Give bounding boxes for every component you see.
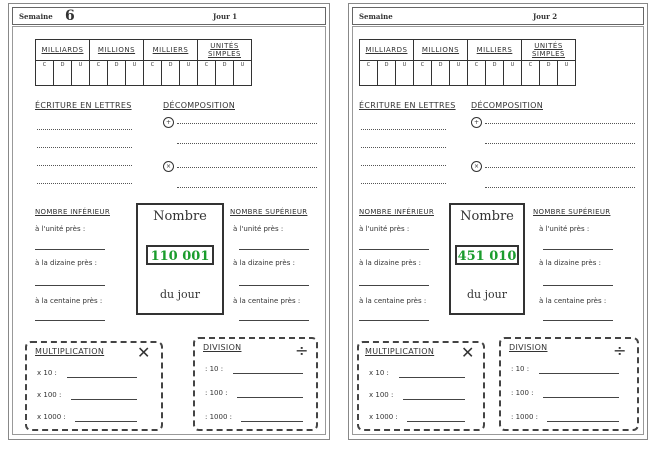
semaine-label: Semaine [19,12,53,21]
sup-unite-answer[interactable] [239,249,309,250]
sheet-body [12,26,326,435]
nombre-title: Nombre [460,209,514,224]
day-label: Jour 1 [213,12,238,21]
col-c[interactable]: C [144,61,162,86]
decomposition-line[interactable] [485,123,635,124]
ecriture-line[interactable] [361,165,446,166]
sup-dizaine-answer[interactable] [239,285,309,286]
x100-label: x 100 : [37,391,62,399]
sup-dizaine-label: à la dizaine près : [233,259,295,267]
class-milliards: MILLIARDS [36,40,90,61]
d1000-label: : 1000 : [205,413,232,421]
multiply-icon: ✕ [461,343,475,362]
x100-answer[interactable] [403,399,465,400]
superieur-heading: NOMBRE SUPÉRIEUR [533,208,611,216]
col-d[interactable]: D [108,61,126,86]
times-circle-icon: × [163,161,174,172]
class-milliers: MILLIERS [144,40,198,61]
decomposition-heading: DÉCOMPOSITION [163,101,235,110]
superieur-heading: NOMBRE SUPÉRIEUR [230,208,308,216]
col-d[interactable]: D [540,61,558,86]
divide-icon: ÷ [613,341,627,360]
col-c[interactable]: C [198,61,216,86]
col-c[interactable]: C [414,61,432,86]
inf-dizaine-label: à la dizaine près : [359,259,421,267]
division-heading: DIVISION [203,343,242,352]
sup-unite-answer[interactable] [543,249,613,250]
sup-unite-label: à l'unité près : [233,225,284,233]
sup-centaine-answer[interactable] [543,320,613,321]
decomposition-line[interactable] [485,187,635,188]
nombre-du-jour-box [449,203,525,315]
division-box [499,337,639,431]
semaine-number: 6 [65,8,75,24]
worksheet-day-1 [8,3,330,440]
division-heading: DIVISION [509,343,548,352]
nombre-du-jour-box [136,203,224,315]
col-d[interactable]: D [486,61,504,86]
col-c[interactable]: C [90,61,108,86]
x1000-label: x 1000 : [369,413,398,421]
inf-centaine-answer[interactable] [359,320,429,321]
sheet-body [352,26,644,435]
class-milliards: MILLIARDS [360,40,414,61]
inf-dizaine-answer[interactable] [35,285,105,286]
col-u[interactable]: U [234,61,252,86]
sup-centaine-label: à la centaine près : [233,297,301,305]
inf-dizaine-label: à la dizaine près : [35,259,97,267]
x10-label: x 10 : [369,369,389,377]
class-unites: UNITÉS SIMPLES [198,40,252,61]
col-c[interactable]: C [522,61,540,86]
class-millions: MILLIONS [90,40,144,61]
ecriture-line[interactable] [361,129,446,130]
col-u[interactable]: U [504,61,522,86]
d100-answer[interactable] [237,397,303,398]
ecriture-heading: ÉCRITURE EN LETTRES [359,101,456,110]
x10-answer[interactable] [399,377,465,378]
sup-centaine-label: à la centaine près : [539,297,607,305]
x1000-answer[interactable] [75,421,137,422]
ecriture-line[interactable] [37,165,132,166]
place-value-table [35,39,252,86]
inf-centaine-label: à la centaine près : [359,297,427,305]
multiplication-heading: MULTIPLICATION [35,347,105,356]
col-u[interactable]: U [180,61,198,86]
day-label: Jour 2 [533,12,558,21]
sup-centaine-answer[interactable] [239,320,309,321]
ecriture-line[interactable] [361,147,446,148]
plus-circle-icon: + [471,117,482,128]
number-of-day[interactable]: 110 001 [146,245,214,265]
x10-label: x 10 : [37,369,57,377]
nombre-title: Nombre [153,209,207,224]
x10-answer[interactable] [67,377,137,378]
d1000-answer[interactable] [241,421,303,422]
d10-label: : 10 : [205,365,224,373]
decomposition-line[interactable] [485,143,635,144]
ecriture-heading: ÉCRITURE EN LETTRES [35,101,132,110]
col-u[interactable]: U [72,61,90,86]
col-d[interactable]: D [432,61,450,86]
col-d[interactable]: D [162,61,180,86]
decomposition-line[interactable] [485,167,635,168]
col-d[interactable]: D [54,61,72,86]
col-d[interactable]: D [216,61,234,86]
inf-unite-answer[interactable] [359,249,429,250]
decomposition-line[interactable] [177,123,317,124]
col-u[interactable]: U [558,61,576,86]
d100-label: : 100 : [205,389,228,397]
col-u[interactable]: U [396,61,414,86]
d100-label: : 100 : [511,389,534,397]
d10-label: : 10 : [511,365,530,373]
class-millions: MILLIONS [414,40,468,61]
decomposition-heading: DÉCOMPOSITION [471,101,543,110]
x100-label: x 100 : [369,391,394,399]
x1000-label: x 1000 : [37,413,66,421]
decomposition-line[interactable] [177,187,317,188]
ecriture-line[interactable] [37,129,132,130]
d10-answer[interactable] [539,373,619,374]
decomposition-line[interactable] [177,143,317,144]
col-d[interactable]: D [378,61,396,86]
ecriture-line[interactable] [37,183,132,184]
inf-dizaine-answer[interactable] [359,285,429,286]
sup-dizaine-answer[interactable] [543,285,613,286]
du-jour-title: du jour [160,288,200,301]
division-box [193,337,318,431]
ecriture-line[interactable] [361,183,446,184]
inferieur-heading: NOMBRE INFÉRIEUR [359,208,434,216]
d1000-answer[interactable] [547,421,619,422]
times-circle-icon: × [471,161,482,172]
ecriture-line[interactable] [37,147,132,148]
multiply-icon: ✕ [137,343,151,362]
worksheet-day-2 [348,3,648,440]
multiplication-box [25,341,163,431]
col-c[interactable]: C [36,61,54,86]
inf-centaine-answer[interactable] [35,320,105,321]
inf-unite-label: à l'unité près : [359,225,410,233]
inf-unite-label: à l'unité près : [35,225,86,233]
sup-unite-label: à l'unité près : [539,225,590,233]
class-unites: UNITÉS SIMPLES [522,40,576,61]
inf-centaine-label: à la centaine près : [35,297,103,305]
x1000-answer[interactable] [407,421,465,422]
multiplication-box [357,341,485,431]
class-milliers: MILLIERS [468,40,522,61]
sup-dizaine-label: à la dizaine près : [539,259,601,267]
col-c[interactable]: C [360,61,378,86]
d100-answer[interactable] [543,397,619,398]
number-of-day[interactable]: 451 010 [455,245,519,265]
col-u[interactable]: U [126,61,144,86]
inf-unite-answer[interactable] [35,249,105,250]
du-jour-title: du jour [467,288,507,301]
place-value-table [359,39,576,86]
inferieur-heading: NOMBRE INFÉRIEUR [35,208,110,216]
col-c[interactable]: C [468,61,486,86]
divide-icon: ÷ [295,341,309,360]
x100-answer[interactable] [71,399,137,400]
semaine-label: Semaine [359,12,393,21]
col-u[interactable]: U [450,61,468,86]
sheet-header [352,7,644,25]
multiplication-heading: MULTIPLICATION [365,347,435,356]
d1000-label: : 1000 : [511,413,538,421]
decomposition-line[interactable] [177,167,317,168]
d10-answer[interactable] [233,373,303,374]
plus-circle-icon: + [163,117,174,128]
sheet-header [12,7,326,25]
